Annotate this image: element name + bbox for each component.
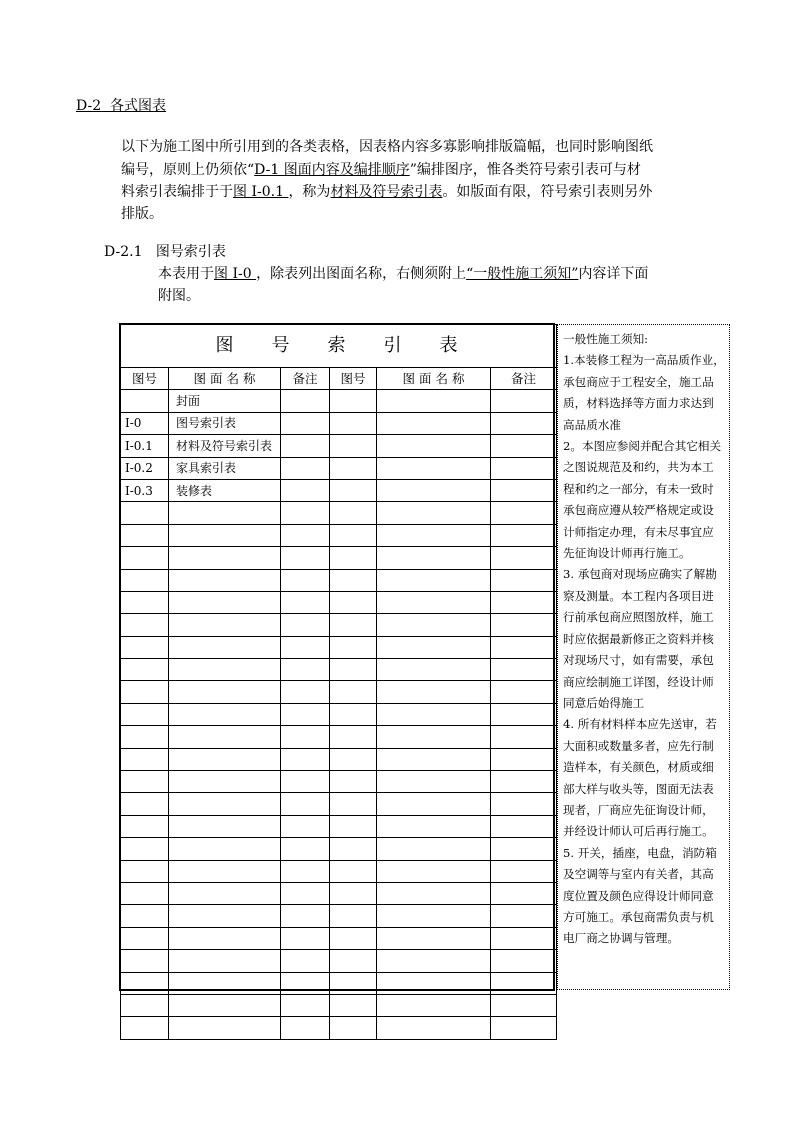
drawing-name-cell <box>169 994 281 1016</box>
remark-cell <box>281 636 330 658</box>
drawing-number-cell <box>330 882 377 904</box>
drawing-name-cell <box>377 815 491 837</box>
drawing-name-cell <box>377 860 491 882</box>
table-row <box>121 435 557 457</box>
drawing-name-cell <box>377 950 491 972</box>
remark-cell <box>491 524 557 546</box>
table-row <box>121 502 557 524</box>
drawing-name-cell <box>169 815 281 837</box>
drawing-number-cell <box>121 793 169 815</box>
subsection-text: 本表用于 <box>158 266 214 282</box>
remark-cell <box>281 972 330 994</box>
remark-cell <box>491 748 557 770</box>
drawing-number-cell <box>330 905 377 927</box>
drawing-number-cell <box>121 636 169 658</box>
note-item: 1.本装修工程为一高品质作业，承包商应于工程安全，施工品质，材料选择等方面力求达到高品质水准 <box>563 353 725 432</box>
table-row <box>121 950 557 972</box>
header-cell: 备注 <box>491 368 557 390</box>
drawing-name-cell <box>169 659 281 681</box>
drawing-number-cell <box>121 547 169 569</box>
drawing-number-cell <box>330 815 377 837</box>
drawing-number-cell <box>121 1017 169 1039</box>
table-title: 图号索引表 <box>121 325 557 368</box>
drawing-number-cell <box>121 591 169 613</box>
remark-cell <box>281 703 330 725</box>
drawing-name-cell <box>377 882 491 904</box>
drawing-name-cell <box>377 457 491 479</box>
drawing-number-cell <box>330 793 377 815</box>
intro-line-4 <box>121 203 741 223</box>
intro-line-1 <box>121 136 741 156</box>
drawing-number-cell <box>330 1017 377 1039</box>
drawing-number-cell <box>330 614 377 636</box>
drawing-name-cell <box>377 748 491 770</box>
drawing-number-cell <box>121 726 169 748</box>
drawing-number-cell <box>330 703 377 725</box>
remark-cell <box>281 950 330 972</box>
remark-cell <box>281 771 330 793</box>
note-item: 3. 承包商对现场应确实了解勘察及测量。本工程内各项目进行前承包商应照图放样，施工时应依据最新修正之资料并核对现场尺寸，如有需要，承包商应绘制施工详图，经设计师同意后始得施工 <box>563 567 717 710</box>
drawing-name-cell <box>169 502 281 524</box>
ref-link-d1: D-1 图面内容及编排顺序 <box>254 162 410 178</box>
drawing-name-cell <box>377 905 491 927</box>
drawing-name-cell <box>377 569 491 591</box>
remark-cell <box>281 681 330 703</box>
remark-cell <box>281 815 330 837</box>
drawing-number-cell: I-0 <box>121 412 169 434</box>
drawing-name-cell <box>377 479 491 501</box>
remark-cell <box>491 390 557 412</box>
drawing-number-cell <box>121 771 169 793</box>
remark-cell <box>281 591 330 613</box>
subsection-text: ，除表列出图面名称，右侧须附上 <box>256 266 467 282</box>
remark-cell <box>491 815 557 837</box>
drawing-name-cell <box>169 703 281 725</box>
remark-cell <box>491 457 557 479</box>
remark-cell <box>491 838 557 860</box>
table-title-row <box>121 325 557 368</box>
intro-text: 。如版面有限，符号索引表则另外 <box>442 184 653 200</box>
drawing-name-cell <box>377 994 491 1016</box>
drawing-number-cell: I-0.2 <box>121 457 169 479</box>
remark-cell <box>281 793 330 815</box>
intro-line-2 <box>121 159 741 179</box>
drawing-number-cell <box>330 636 377 658</box>
remark-cell <box>281 1017 330 1039</box>
drawing-number-cell <box>330 412 377 434</box>
drawing-name-cell <box>377 726 491 748</box>
drawing-number-cell <box>121 569 169 591</box>
remark-cell <box>491 905 557 927</box>
remark-cell <box>491 882 557 904</box>
drawing-name-cell <box>169 636 281 658</box>
remark-cell <box>491 412 557 434</box>
remark-cell <box>281 838 330 860</box>
table-row <box>121 1017 557 1039</box>
table-row <box>121 457 557 479</box>
table-row <box>121 591 557 613</box>
remark-cell <box>281 569 330 591</box>
remark-cell <box>281 457 330 479</box>
drawing-name-cell <box>169 547 281 569</box>
drawing-name-cell <box>169 860 281 882</box>
drawing-number-cell <box>330 681 377 703</box>
drawing-name-cell <box>169 748 281 770</box>
drawing-number-cell <box>330 927 377 949</box>
table-row <box>121 972 557 994</box>
header-cell: 图 面 名 称 <box>377 368 491 390</box>
drawing-number-cell <box>330 569 377 591</box>
drawing-name-cell <box>169 793 281 815</box>
drawing-name-cell <box>377 659 491 681</box>
drawing-number-cell <box>121 524 169 546</box>
drawing-number-cell <box>330 659 377 681</box>
table-row <box>121 748 557 770</box>
intro-text: 编号，原则上仍须依“ <box>121 162 255 178</box>
remark-cell <box>491 681 557 703</box>
ref-link-i01: 图 I-0.1 <box>233 184 289 200</box>
table-row <box>121 771 557 793</box>
remark-cell <box>491 860 557 882</box>
drawing-name-cell <box>377 703 491 725</box>
drawing-name-cell: 材料及符号索引表 <box>169 435 281 457</box>
remark-cell <box>281 524 330 546</box>
remark-cell <box>491 793 557 815</box>
remark-cell <box>281 905 330 927</box>
remark-cell <box>491 726 557 748</box>
subsection-heading <box>104 241 226 261</box>
notes-title: 一般性施工须知: <box>563 332 649 346</box>
drawing-number-cell <box>330 591 377 613</box>
table-row <box>121 412 557 434</box>
table-row <box>121 479 557 501</box>
drawing-name-cell <box>169 614 281 636</box>
drawing-number-cell <box>121 390 169 412</box>
remark-cell <box>281 882 330 904</box>
drawing-name-cell <box>377 390 491 412</box>
remark-cell <box>281 435 330 457</box>
drawing-name-cell: 家具索引表 <box>169 457 281 479</box>
remark-cell <box>491 569 557 591</box>
remark-cell <box>491 703 557 725</box>
drawing-name-cell <box>377 927 491 949</box>
drawing-number-cell <box>330 950 377 972</box>
remark-cell <box>491 614 557 636</box>
remark-cell <box>491 972 557 994</box>
drawing-index-table <box>120 324 557 1040</box>
drawing-name-cell <box>377 412 491 434</box>
drawing-number-cell <box>121 659 169 681</box>
table-row <box>121 703 557 725</box>
subsection-line-2 <box>158 285 200 305</box>
note-item: 4. 所有材料样本应先送审，若大面积或数量多者，应先行制造样本，有关颜色，材质或细部大样与收头等，图面无法表现者，厂商应先征询设计师，并经设计师认可后再行施工。 <box>563 717 717 839</box>
subsection-text: 附图。 <box>158 288 200 304</box>
remark-cell <box>491 927 557 949</box>
intro-text: 排版。 <box>121 206 163 222</box>
drawing-name-cell <box>169 726 281 748</box>
intro-text: ，称为 <box>288 184 331 200</box>
table-row <box>121 659 557 681</box>
table-row <box>121 905 557 927</box>
remark-cell <box>281 547 330 569</box>
table-row <box>121 815 557 837</box>
table-row <box>121 569 557 591</box>
drawing-number-cell <box>121 681 169 703</box>
table-row <box>121 390 557 412</box>
drawing-name-cell <box>377 636 491 658</box>
table-row <box>121 547 557 569</box>
drawing-name-cell <box>377 838 491 860</box>
drawing-name-cell <box>169 905 281 927</box>
remark-cell <box>281 748 330 770</box>
drawing-name-cell <box>169 1017 281 1039</box>
remark-cell <box>281 927 330 949</box>
drawing-name-cell <box>377 502 491 524</box>
drawing-name-cell <box>169 681 281 703</box>
drawing-name-cell <box>377 591 491 613</box>
drawing-name-cell: 装修表 <box>169 479 281 501</box>
table-row <box>121 524 557 546</box>
note-item: 2。本图应参阅并配合其它相关之图说规范及和约，共为本工程和约之一部分，有未一致时承包商应遵从较严格规定或设计师指定办理，有未尽事宜应先征询设计师再行施工。 <box>563 439 722 561</box>
header-cell: 图 面 名 称 <box>169 368 281 390</box>
section-number: D-2 <box>76 98 102 114</box>
drawing-name-cell <box>169 838 281 860</box>
table-row <box>121 614 557 636</box>
drawing-number-cell <box>330 435 377 457</box>
table-row <box>121 636 557 658</box>
drawing-name-cell <box>169 972 281 994</box>
drawing-number-cell <box>121 703 169 725</box>
drawing-number-cell <box>330 726 377 748</box>
drawing-number-cell <box>330 479 377 501</box>
drawing-number-cell <box>330 838 377 860</box>
drawing-number-cell <box>121 994 169 1016</box>
drawing-name-cell <box>377 1017 491 1039</box>
remark-cell <box>491 547 557 569</box>
drawing-name-cell <box>169 569 281 591</box>
table-row <box>121 927 557 949</box>
intro-line-3 <box>121 181 741 201</box>
drawing-number-cell <box>121 815 169 837</box>
remark-cell <box>281 860 330 882</box>
drawing-number-cell <box>121 614 169 636</box>
drawing-name-cell <box>169 927 281 949</box>
section-heading <box>76 95 166 115</box>
drawing-number-cell <box>121 905 169 927</box>
remark-cell <box>281 390 330 412</box>
drawing-name-cell <box>169 591 281 613</box>
ref-link-material-table: 材料及符号索引表 <box>330 184 443 200</box>
drawing-name-cell: 图号索引表 <box>169 412 281 434</box>
remark-cell <box>281 614 330 636</box>
drawing-number-cell <box>330 748 377 770</box>
drawing-number-cell <box>121 972 169 994</box>
table-row <box>121 726 557 748</box>
subsection-number: D-2.1 <box>104 244 143 260</box>
remark-cell <box>491 435 557 457</box>
remark-cell <box>491 659 557 681</box>
drawing-name-cell <box>377 547 491 569</box>
general-notes-box <box>557 324 730 990</box>
drawing-name-cell <box>377 524 491 546</box>
section-title: 各式图表 <box>110 98 167 114</box>
drawing-name-cell <box>377 972 491 994</box>
table-header-row <box>121 368 557 390</box>
subsection-title: 图号索引表 <box>155 244 226 260</box>
intro-text: ”编排图序，惟各类符号索引表可与材 <box>409 162 641 178</box>
ref-link-i0: 图 I-0 <box>214 266 257 282</box>
drawing-number-cell <box>121 950 169 972</box>
remark-cell <box>491 479 557 501</box>
note-item: 5. 开关，插座，电盘，消防箱及空调等与室内有关者，其高度位置及颜色应得设计师同意方可施工。承包商需负责与机电厂商之协调与管理。 <box>563 845 717 946</box>
remark-cell <box>281 502 330 524</box>
table-row <box>121 860 557 882</box>
drawing-number-cell <box>330 860 377 882</box>
remark-cell <box>491 950 557 972</box>
drawing-number-cell: I-0.1 <box>121 435 169 457</box>
drawing-number-cell <box>330 524 377 546</box>
table-row <box>121 994 557 1016</box>
drawing-name-cell: 封面 <box>169 390 281 412</box>
ref-link-general-notes: “一般性施工须知” <box>466 266 579 282</box>
header-cell: 图号 <box>330 368 377 390</box>
remark-cell <box>281 659 330 681</box>
subsection-text: 内容详下面 <box>578 266 649 282</box>
remark-cell <box>491 636 557 658</box>
drawing-name-cell <box>377 771 491 793</box>
drawing-name-cell <box>169 524 281 546</box>
intro-text: 料索引表编排于于 <box>121 184 233 200</box>
remark-cell <box>491 994 557 1016</box>
drawing-number-cell <box>330 771 377 793</box>
remark-cell <box>491 1017 557 1039</box>
drawing-name-cell <box>377 681 491 703</box>
drawing-number-cell <box>330 994 377 1016</box>
drawing-name-cell <box>169 950 281 972</box>
drawing-number-cell <box>330 972 377 994</box>
drawing-number-cell <box>330 390 377 412</box>
drawing-number-cell <box>121 927 169 949</box>
intro-text: 以下为施工图中所引用到的各类表格，因表格内容多寡影响排版篇幅，也同时影响图纸 <box>121 139 653 155</box>
drawing-number-cell <box>121 502 169 524</box>
subsection-line-1 <box>158 263 648 283</box>
drawing-number-cell: I-0.3 <box>121 479 169 501</box>
drawing-number-cell <box>121 838 169 860</box>
remark-cell <box>281 726 330 748</box>
table-row <box>121 838 557 860</box>
remark-cell <box>281 412 330 434</box>
table-row <box>121 681 557 703</box>
remark-cell <box>491 502 557 524</box>
drawing-name-cell <box>169 882 281 904</box>
drawing-number-cell <box>330 547 377 569</box>
drawing-name-cell <box>169 771 281 793</box>
drawing-number-cell <box>121 748 169 770</box>
header-cell: 备注 <box>281 368 330 390</box>
drawing-number-cell <box>121 882 169 904</box>
table-row <box>121 793 557 815</box>
drawing-number-cell <box>330 502 377 524</box>
remark-cell <box>491 771 557 793</box>
table-row <box>121 882 557 904</box>
drawing-name-cell <box>377 435 491 457</box>
remark-cell <box>281 994 330 1016</box>
header-cell: 图号 <box>121 368 169 390</box>
remark-cell <box>491 591 557 613</box>
drawing-number-cell <box>330 457 377 479</box>
drawing-name-cell <box>377 614 491 636</box>
drawing-name-cell <box>377 793 491 815</box>
drawing-number-cell <box>121 860 169 882</box>
remark-cell <box>281 479 330 501</box>
